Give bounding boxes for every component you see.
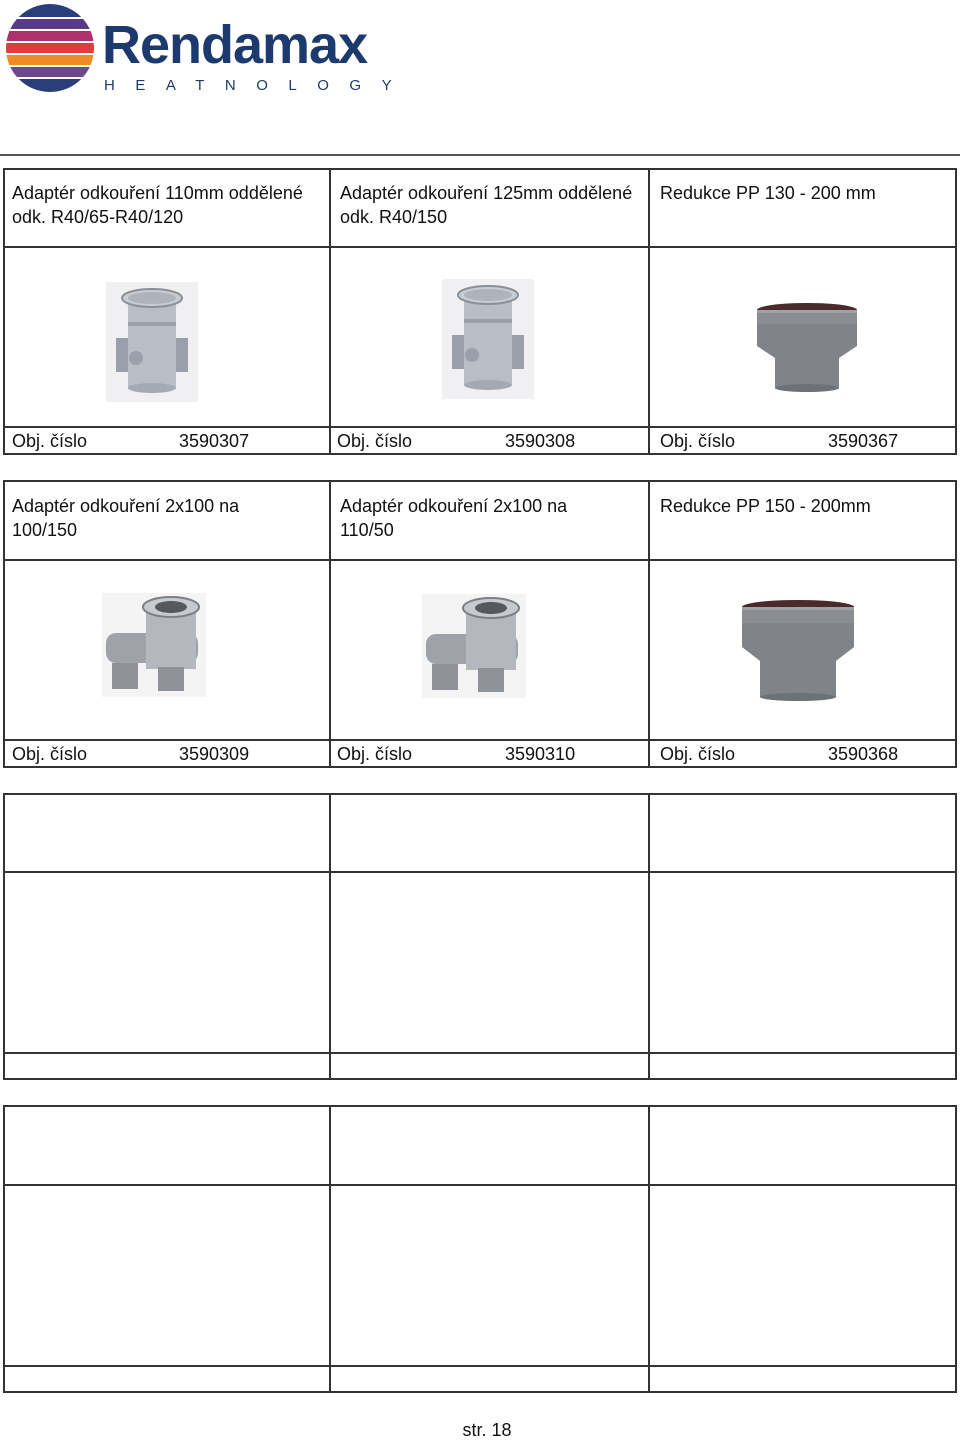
product-title: Redukce PP 130 - 200 mm xyxy=(660,183,876,203)
product-table-row-1 xyxy=(3,168,957,455)
order-number-label: Obj. číslo xyxy=(12,744,88,764)
order-number-label: Obj. číslo xyxy=(337,431,413,451)
row-divider xyxy=(5,1184,955,1186)
column-divider xyxy=(648,795,650,1078)
order-number-label: Obj. číslo xyxy=(12,431,88,451)
header-divider xyxy=(0,154,960,156)
column-divider xyxy=(329,482,331,766)
order-number: 3590367 xyxy=(828,431,899,451)
row-divider xyxy=(5,1365,955,1367)
order-number: 3590309 xyxy=(179,744,250,764)
column-divider xyxy=(648,482,650,766)
twin-flue-adapter-image xyxy=(102,593,206,697)
row-divider xyxy=(5,246,955,248)
product-title: Adaptér odkouření 125mm oddělené odk. R40/150 xyxy=(340,183,633,227)
column-divider xyxy=(329,795,331,1078)
row-divider xyxy=(5,871,955,873)
order-number-label: Obj. číslo xyxy=(660,431,736,451)
product-table-row-3-empty xyxy=(3,793,957,1080)
flue-adapter-image xyxy=(106,282,198,402)
column-divider xyxy=(648,170,650,453)
logo-stripes-icon xyxy=(4,2,96,94)
column-divider xyxy=(329,1107,331,1391)
product-title: Adaptér odkouření 110mm oddělené odk. R40/65-R40/120 xyxy=(12,183,303,227)
order-number-label: Obj. číslo xyxy=(337,744,413,764)
product-title: Redukce PP 150 - 200mm xyxy=(660,496,871,516)
rendamax-logo xyxy=(4,0,413,100)
order-number: 3590308 xyxy=(505,431,576,451)
product-table-row-4-empty xyxy=(3,1105,957,1393)
product-title: Adaptér odkouření 2x100 na 110/50 xyxy=(340,496,568,540)
product-title: Adaptér odkouření 2x100 na 100/150 xyxy=(12,496,240,540)
column-divider xyxy=(648,1107,650,1391)
order-number: 3590307 xyxy=(179,431,250,451)
order-number-label: Obj. číslo xyxy=(660,744,736,764)
brand-tagline: HEATNOLOGY xyxy=(104,77,413,94)
row-divider xyxy=(5,1052,955,1054)
page-number: str. 18 xyxy=(462,1420,512,1440)
brand-name: Rendamax xyxy=(102,15,368,75)
row-divider xyxy=(5,426,955,428)
flue-adapter-image xyxy=(442,279,534,399)
order-number: 3590368 xyxy=(828,744,899,764)
row-divider xyxy=(5,559,955,561)
pp-reducer-image xyxy=(740,597,856,701)
twin-flue-adapter-image xyxy=(422,594,526,698)
order-number: 3590310 xyxy=(505,744,576,764)
row-divider xyxy=(5,739,955,741)
pp-reducer-image xyxy=(755,300,859,392)
column-divider xyxy=(329,170,331,453)
product-table-row-2 xyxy=(3,480,957,768)
